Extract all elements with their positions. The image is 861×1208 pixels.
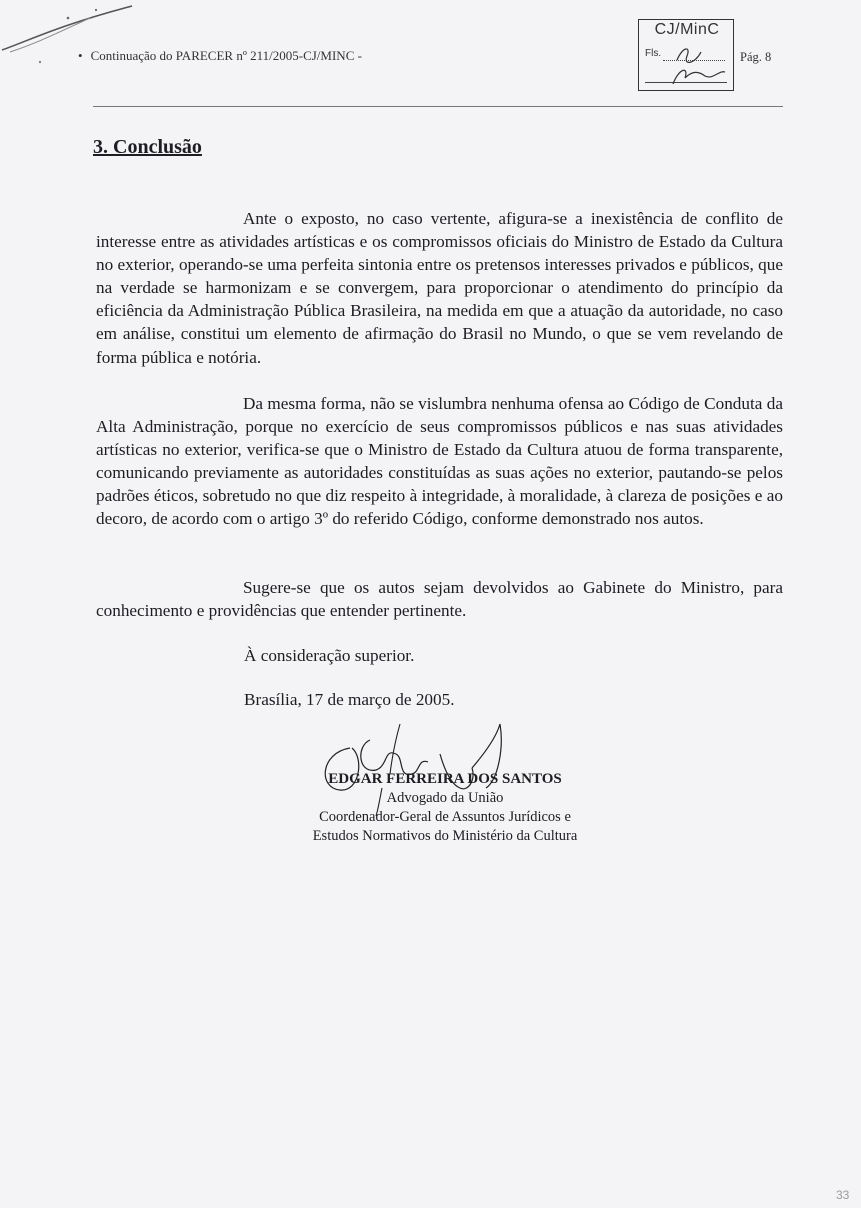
reference-text: Continuação do PARECER nº 211/2005-CJ/MINC - [90, 48, 362, 63]
signature-block [280, 769, 610, 846]
stamp-title: CJ/MinC [654, 21, 720, 38]
signatory-name: EDGAR FERREIRA DOS SANTOS [328, 771, 562, 787]
stamp-fls-label: Fls. [645, 48, 662, 59]
sheet-number: 33 [836, 1188, 850, 1202]
closing-line: À consideração superior. [244, 646, 415, 665]
signatory-role-3: Estudos Normativos do Ministério da Cultura [312, 828, 578, 844]
section-heading: 3. Conclusão [93, 136, 202, 158]
registry-stamp [638, 19, 734, 91]
header-bullet-icon: • [78, 48, 83, 63]
dateline: Brasília, 17 de março de 2005. [244, 690, 455, 709]
paragraph-1: Ante o exposto, no caso vertente, afigura-se a inexistência de conflito de interesse entre as atividades artísticas e os compromissos oficiais do Ministro de Estado da Cultura no exterior, operando-se uma perfeita sintonia entre os pretensos interesses privados e públicos, que na verdade se harmonizam e se convergem, para proporcionar o atendimento do princípio da eficiência da Administração Pública Brasileira, na medida em que a atuação da autoridade, no caso em análise, constitui um elemento de afirmação do Brasil no Mundo, o que se vem revelando de forma pública e notória. [96, 209, 783, 367]
signatory-role-2: Coordenador-Geral de Assuntos Jurídicos e [319, 809, 571, 825]
header-divider [93, 106, 783, 107]
document-reference [78, 48, 362, 64]
signatory-role-1: Advogado da União [386, 790, 504, 806]
stamp-handwriting-icon [639, 20, 735, 92]
paragraph-3: Sugere-se que os autos sejam devolvidos ao Gabinete do Ministro, para conhecimento e providências que entender pertinente. [96, 578, 783, 621]
paragraph-2: Da mesma forma, não se vislumbra nenhuma ofensa ao Código de Conduta da Alta Administração, porque no exercício de seus compromissos públicos e nas suas atividades artísticas no exterior, verifica-se que o Ministro de Estado da Cultura atuou de forma transparente, comunicando previamente as autoridades constituídas as suas ações no exterior, pautando-se pelos padrões éticos, sobretudo no que diz respeito à integridade, à moralidade, à clareza de posições e ao decoro, de acordo com o artigo 3º do referido Código, conforme demonstrado nos autos. [96, 394, 783, 529]
page-number: Pág. 8 [740, 50, 772, 64]
